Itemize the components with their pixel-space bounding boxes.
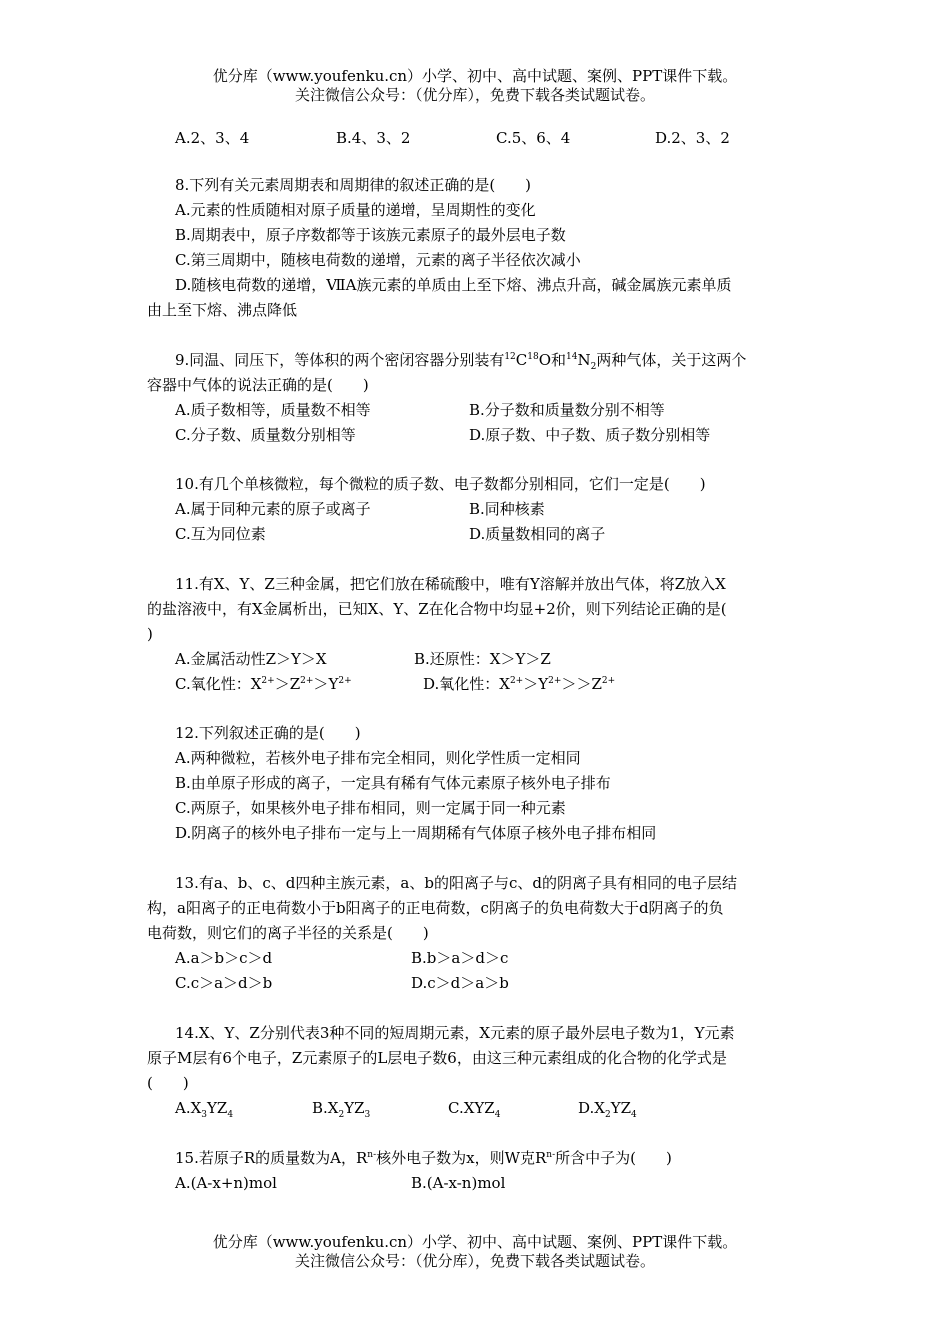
q11-c-gt-1: ＞ [274, 675, 290, 693]
q9-option-d: D.原子数、中子数、质子数分别相等 [469, 426, 711, 444]
q15-stem-mid: 核外电子数为x，则W克R [376, 1149, 547, 1167]
q15-charge-2: n- [546, 1150, 556, 1160]
q11-d-x-charge: 2+ [509, 676, 524, 686]
q15-stem-pre: 15.若原子R的质量数为A，R [175, 1149, 368, 1167]
q9-option-c: C.分子数、质量数分别相等 [175, 426, 356, 444]
q14-option-b [312, 1096, 370, 1121]
q9-c-symbol: C [515, 351, 528, 369]
q14-a-sub-2: 4 [227, 1110, 234, 1120]
q14-a-pre: A.X [175, 1099, 202, 1117]
footer-line-2: 关注微信公众号：（优分库），免费下载各类试题试卷。 [294, 1252, 655, 1270]
q13-option-c: C.c＞a＞d＞b [175, 974, 273, 992]
q9-option-b: B.分子数和质量数分别不相等 [469, 401, 665, 419]
q14-stem-line-1: 14.X、Y、Z分别代表3种不同的短周期元素，X元素的原子最外层电子数为1，Y元素 [175, 1024, 735, 1042]
q11-c-gt-2: ＞ [313, 675, 329, 693]
footer-line-1: 优分库（www.youfenku.cn）小学、初中、高中试题、案例、PPT课件下载。 [212, 1233, 738, 1251]
q14-b-mid: YZ [344, 1099, 365, 1117]
header-line-2: 关注微信公众号：（优分库），免费下载各类试题试卷。 [294, 86, 655, 104]
q9-stem-line-2: 容器中气体的说法正确的是( ) [147, 376, 369, 394]
q14-d-mid: YZ [610, 1099, 632, 1117]
q14-b-pre: B.X [312, 1099, 339, 1117]
q14-b-sub-2: 3 [364, 1110, 371, 1120]
q11-d-z: Z [591, 675, 602, 693]
q9-mass-o: 18 [527, 352, 539, 362]
q9-stem-post: 两种气体，关于这两个 [596, 351, 747, 369]
q9-stem-line-1 [175, 348, 845, 373]
q13-stem-line-1: 13.有a、b、c、d四种主族元素，a、b的阳离子与c、d的阴离子具有相同的电子层结 [175, 874, 737, 892]
q9-o-and: O和 [538, 351, 567, 369]
q9-mass-n: 14 [566, 352, 578, 362]
q8-option-a: A.元素的性质随相对原子质量的递增，呈周期性的变化 [175, 201, 536, 219]
q11-c-label: C.氧化性： [175, 675, 251, 693]
q12-option-c: C.两原子，如果核外电子排布相同，则一定属于同一种元素 [175, 799, 566, 817]
header-line-1: 优分库（www.youfenku.cn）小学、初中、高中试题、案例、PPT课件下载。 [212, 67, 738, 85]
page-header [0, 67, 950, 105]
q11-d-x: X [499, 675, 510, 693]
q13-stem-line-2: 构，a阳离子的正电荷数小于b阳离子的正电荷数，c阴离子的负电荷数大于d阴离子的负 [147, 899, 724, 917]
q10-option-c: C.互为同位素 [175, 525, 266, 543]
q14-b-sub-1: 2 [338, 1110, 345, 1120]
q10-stem: 10.有几个单核微粒，每个微粒的质子数、电子数都分别相同，它们一定是( ) [175, 475, 706, 493]
q11-option-a: A.金属活动性Z＞Y＞X [175, 650, 327, 668]
q11-stem-line-2: 的盐溶液中，有X金属析出，已知X、Y、Z在化合物中均显+2价，则下列结论正确的是( [147, 600, 727, 618]
q7-option-d: D.2、3、2 [655, 129, 730, 147]
q11-option-b: B.还原性：X＞Y＞Z [414, 650, 551, 668]
q12-option-a: A.两种微粒，若核外电子排布完全相同，则化学性质一定相同 [175, 749, 581, 767]
q14-stem-line-3: ( ) [147, 1074, 189, 1092]
q14-a-sub-1: 3 [201, 1110, 208, 1120]
q11-c-y: Y [328, 675, 339, 693]
q14-option-d [578, 1096, 637, 1121]
q11-d-y: Y [538, 675, 549, 693]
q15-charge-1: n- [367, 1150, 377, 1160]
q14-stem-line-2: 原子M层有6个电子，Z元素原子的L层电子数6，由这三种元素组成的化合物的化学式是 [147, 1049, 727, 1067]
q14-a-mid: YZ [207, 1099, 228, 1117]
q14-d-pre: D.X [578, 1099, 605, 1117]
q9-n-symbol: N [577, 351, 591, 369]
q13-option-d: D.c＞d＞a＞b [411, 974, 509, 992]
q9-mass-c: 12 [504, 352, 516, 362]
q11-stem-line-1: 11.有X、Y、Z三种金属，把它们放在稀硫酸中，唯有Y溶解并放出气体，将Z放入X [175, 575, 726, 593]
q13-option-b: B.b＞a＞d＞c [411, 949, 509, 967]
q15-option-b: B.(A-x-n)mol [411, 1174, 506, 1192]
q11-c-y-charge: 2+ [338, 676, 352, 686]
q13-option-a: A.a＞b＞c＞d [175, 949, 273, 967]
q11-d-z-charge: 2+ [601, 676, 616, 686]
q9-stem-pre: 9.同温、同压下，等体积的两个密闭容器分别装有 [175, 351, 505, 369]
q11-d-gt-2: ＞＞ [561, 675, 592, 693]
q14-c-sub: 4 [494, 1110, 501, 1120]
q15-stem [175, 1146, 845, 1171]
q9-n-subscript: 2 [590, 362, 597, 372]
q7-option-a: A.2、3、4 [175, 129, 250, 147]
q10-option-b: B.同种核素 [469, 500, 545, 518]
q10-option-d: D.质量数相同的离子 [469, 525, 606, 543]
q11-d-y-charge: 2+ [548, 676, 562, 686]
q11-c-x: X [250, 675, 262, 693]
q11-d-gt-1: ＞ [523, 675, 539, 693]
q11-c-z-charge: 2+ [300, 676, 314, 686]
q15-stem-post: 所含中子为( ) [555, 1149, 672, 1167]
q12-option-b: B.由单原子形成的离子，一定具有稀有气体元素原子核外电子排布 [175, 774, 611, 792]
q11-c-z: Z [289, 675, 301, 693]
q12-stem: 12.下列叙述正确的是( ) [175, 724, 361, 742]
q14-option-c [448, 1096, 500, 1121]
q11-option-c [175, 672, 352, 697]
q13-stem-line-3: 电荷数，则它们的离子半径的关系是( ) [147, 924, 429, 942]
q7-option-c: C.5、6、4 [496, 129, 571, 147]
q7-option-b: B.4、3、2 [336, 129, 411, 147]
q8-option-d-line-2: 由上至下熔、沸点降低 [147, 301, 298, 319]
q11-option-d [423, 672, 615, 697]
q8-option-d-line-1: D.随核电荷数的递增，ⅦA族元素的单质由上至下熔、沸点升高，碱金属族元素单质 [175, 276, 732, 294]
q11-c-x-charge: 2+ [261, 676, 275, 686]
q14-d-sub-1: 2 [604, 1110, 611, 1120]
q8-option-b: B.周期表中，原子序数都等于该族元素原子的最外层电子数 [175, 226, 566, 244]
q8-stem: 8.下列有关元素周期表和周期律的叙述正确的是( ) [175, 176, 532, 194]
q11-d-label: D.氧化性： [423, 675, 500, 693]
q14-d-sub-2: 4 [631, 1110, 637, 1120]
q9-option-a: A.质子数相等，质量数不相等 [175, 401, 371, 419]
page-footer [0, 1233, 950, 1271]
q10-option-a: A.属于同种元素的原子或离子 [175, 500, 371, 518]
q15-option-a: A.(A-x+n)mol [175, 1174, 277, 1192]
q12-option-d: D.阴离子的核外电子排布一定与上一周期稀有气体原子核外电子排布相同 [175, 824, 657, 842]
q11-stem-line-3: ) [147, 625, 153, 643]
q14-c-pre: C.XYZ [448, 1099, 495, 1117]
q14-option-a [175, 1096, 233, 1121]
q8-option-c: C.第三周期中，随核电荷数的递增，元素的离子半径依次减小 [175, 251, 581, 269]
